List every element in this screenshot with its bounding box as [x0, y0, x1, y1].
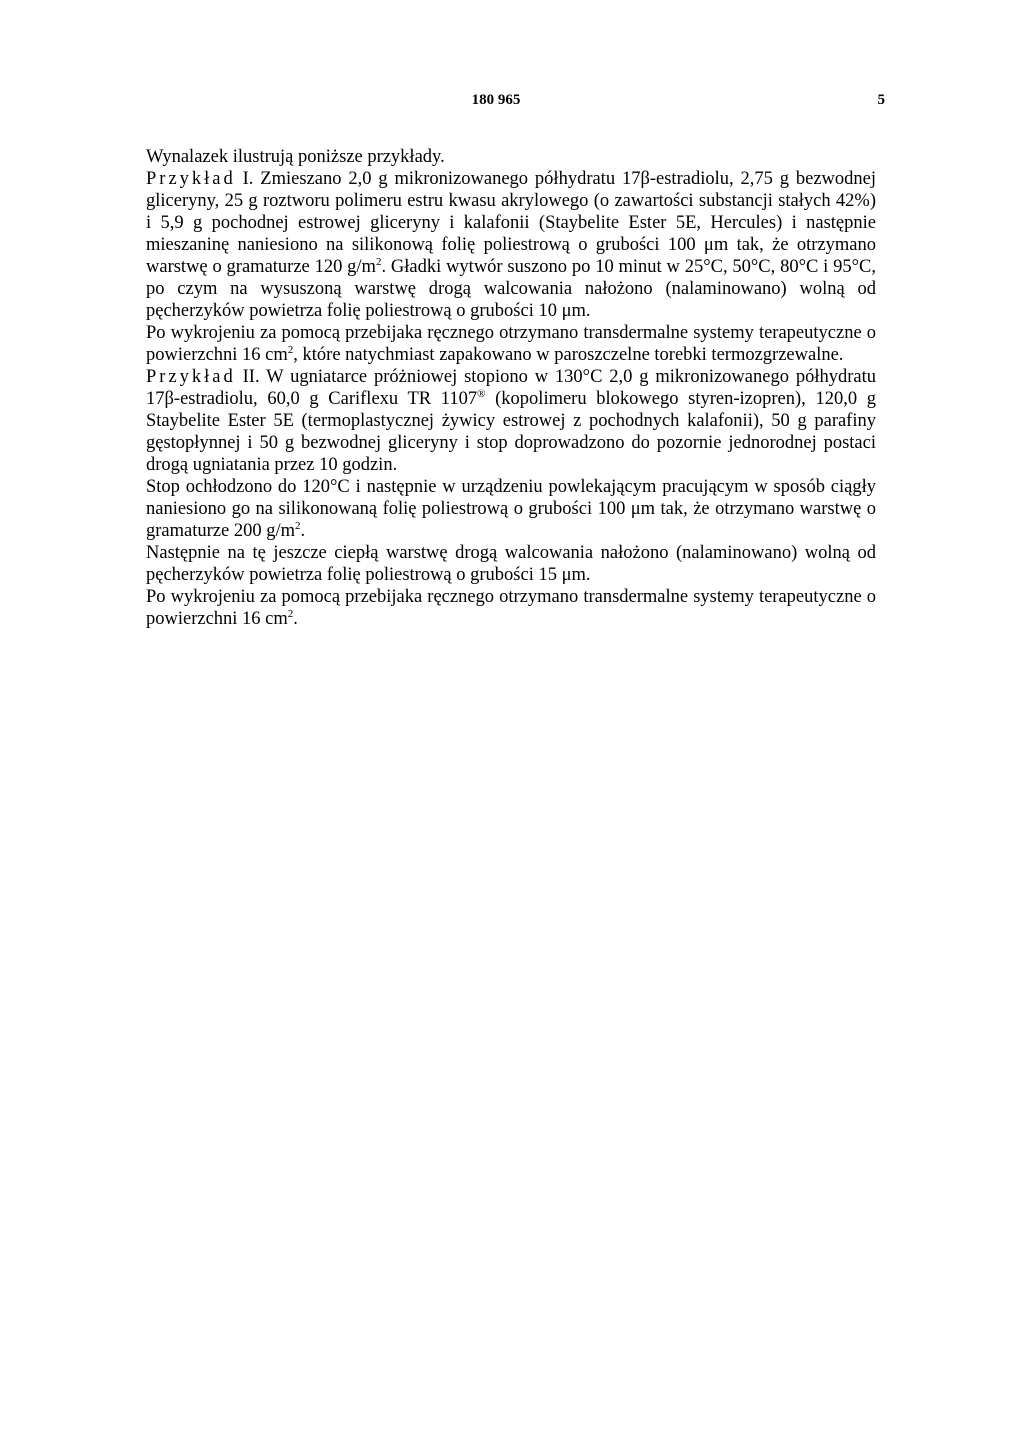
paragraph-example-2 — [146, 366, 876, 476]
superscript: ® — [477, 388, 486, 400]
superscript: 2 — [294, 520, 301, 532]
paragraph-text: II. W ugniatarce próżniowej stopiono w 130°C 2,0 g mikronizowanego półhydratu 17β-estradiolu, 60,0 g Cariflexu TR 1107 — [146, 367, 876, 409]
page-number: 5 — [877, 92, 885, 108]
paragraph-text: Po wykrojeniu za pomocą przebijaka ręcznego otrzymano transdermalne systemy terapeutyczne o powierzchni 16 cm — [146, 323, 876, 365]
paragraph-6 — [146, 586, 876, 630]
paragraph-text: Po wykrojeniu za pomocą przebijaka ręcznego otrzymano transdermalne systemy terapeutyczne o powierzchni 16 cm — [146, 587, 876, 629]
paragraph-text: . — [300, 521, 306, 541]
paragraph-2 — [146, 322, 876, 366]
superscript: 2 — [375, 256, 382, 268]
paragraph-text: (kopolimeru blokowego styren-izopren), 120,0 g Staybelite Ester 5E (termoplastycznej żywicy estrowej z pochodnych kalafonii), 50 g parafiny gęstopłynnej i 50 g bezwodnej gliceryny i stop doprowadzono do pozornie jednorodnej postaci drogą ugniatania przez 10 godzin. — [146, 389, 876, 475]
superscript: 2 — [287, 608, 294, 620]
paragraph-text: , które natychmiast zapakowano w paroszczelne torebki termozgrzewalne. — [293, 345, 844, 365]
paragraph-text: Stop ochłodzono do 120°C i następnie w urządzeniu powlekającym pracującym w sposób ciągły naniesiono go na silikonowaną folię poliestrową o grubości 100 μm tak, że otrzymano warstwę o gramaturze 200 g/m — [146, 477, 876, 541]
superscript: 2 — [287, 344, 294, 356]
paragraph-example-1 — [146, 168, 876, 322]
paragraph-text: . — [293, 609, 298, 629]
example-label: Przykład — [146, 169, 236, 189]
paragraph-intro: Wynalazek ilustrują poniższe przykłady. — [146, 147, 445, 167]
example-label: Przykład — [146, 367, 236, 387]
paragraph-text: . Gładki wytwór suszono po 10 minut w 25°C, 50°C, 80°C i 95°C, po czym na wysuszoną warstwę drogą walcowania nałożono (nalaminowano) wolną od pęcherzyków powietrza folię poliestrową o grubości 10 μm. — [146, 257, 876, 321]
paragraph-5: Następnie na tę jeszcze ciepłą warstwę drogą walcowania nałożono (nalaminowano) wolną od pęcherzyków powietrza folię poliestrową o grubości 15 μm. — [146, 543, 876, 585]
document-body — [146, 146, 876, 630]
patent-number: 180 965 — [471, 92, 521, 108]
paragraph-text: I. Zmieszano 2,0 g mikronizowanego półhydratu 17β-estradiolu, 2,75 g bezwodnej gliceryny, 25 g roztworu polimeru estru kwasu akrylowego (o zawartości substancji stałych 42%) i 5,9 g pochodnej estrowej gliceryny i kalafonii (Staybelite Ester 5E, Hercules) i następnie mieszaninę naniesiono na silikonową folię poliestrową o grubości 100 μm tak, że otrzymano warstwę o gramaturze 120 g/m — [146, 169, 876, 277]
page-header — [107, 92, 885, 116]
paragraph-4 — [146, 476, 876, 542]
